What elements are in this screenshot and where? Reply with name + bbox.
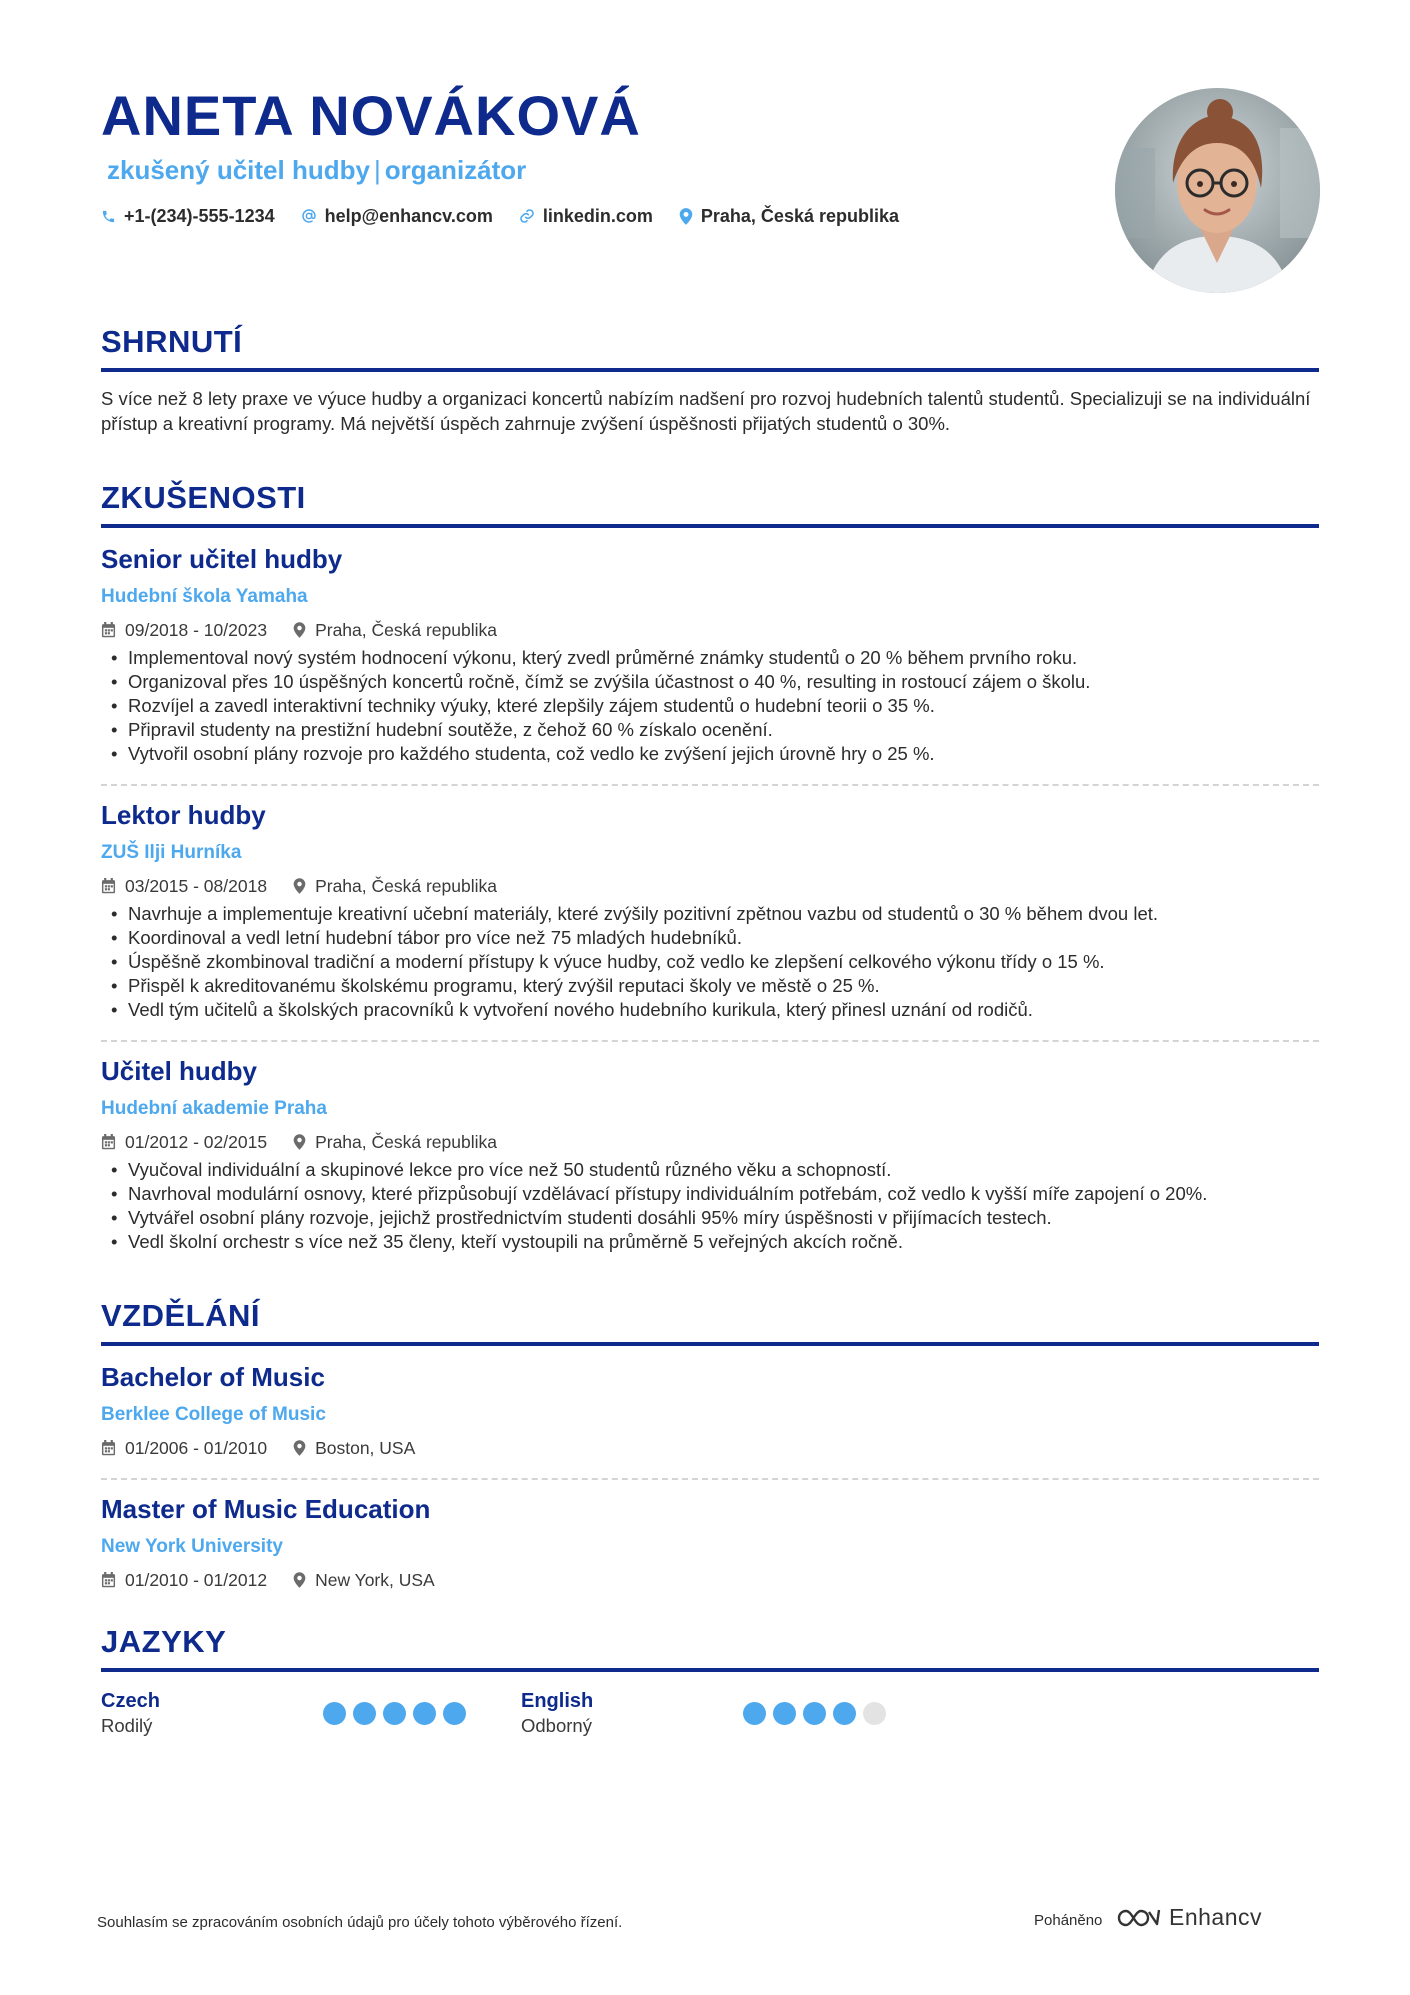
education-meta [101,1436,1319,1460]
powered-by-label: Poháněno [1034,1912,1103,1929]
bullet-item: • Vytvářel osobní plány rozvoje, jejichž prostřednictvím studenti dosáhli 95% míry úspěšnosti v přijímacích testech. [101,1206,1319,1230]
language-name: Czech [101,1690,160,1712]
enhancv-brand[interactable] [1115,1904,1262,1931]
section-divider [101,1668,1319,1672]
job-bullets [101,646,1319,766]
phone-text: +1-(234)-555-1234 [124,206,275,226]
tagline-role: organizátor [384,155,527,185]
dates-text: 03/2015 - 08/2018 [125,876,268,896]
calendar-icon [101,878,116,894]
calendar-icon [101,1572,116,1588]
experience-heading: ZKUŠENOSTI [101,480,306,515]
page-footer [97,1904,1319,1944]
summary-heading: SHRNUTÍ [101,324,243,359]
job-dates [101,618,267,642]
link-icon [519,208,535,224]
bullet-item: • Připravil studenty na prestižní hudební soutěže, z čehož 60 % získalo ocenění. [101,718,1319,742]
job-role: Senior učitel hudby [101,544,343,574]
rating-dot-filled [413,1702,436,1725]
phone-icon [101,209,116,224]
job-bullets [101,902,1319,1022]
bullet-item: • Vyučoval individuální a skupinové lekce pro více než 50 studentů různého věku a schopností. [101,1158,1319,1182]
job-location [293,618,497,642]
experience-section [101,478,1319,1254]
dates-text: 01/2012 - 02/2015 [125,1132,268,1152]
calendar-icon [101,1440,116,1456]
language-level: Odborný [521,1715,592,1736]
rating-dot-empty [863,1702,886,1725]
bullet-item: • Úspěšně zkombinoval tradiční a moderní přístupy k výuce hudby, což vedlo ke zlepšení celkového výkonu třídy o 15 %. [101,950,1319,974]
contact-bar [101,202,899,230]
email-text: help@enhancv.com [324,206,493,226]
candidate-name: ANETA NOVÁKOVÁ [101,84,641,147]
contact-linkedin[interactable] [519,202,653,230]
resume-header [101,0,1319,300]
location-pin-icon [679,208,693,225]
language-item [101,1688,521,1738]
bullet-item: • Navrhuje a implementuje kreativní učební materiály, které zvýšily pozitivní zpětnou vazbu od studentů o 30 % během dvou let. [101,902,1319,926]
job-role: Lektor hudby [101,800,266,830]
language-rating [743,1702,886,1738]
at-icon [301,208,317,224]
location-text: Praha, Česká republika [315,620,497,640]
location-pin-icon [293,622,306,638]
section-divider [101,524,1319,528]
language-level: Rodilý [101,1715,153,1736]
education-entry [101,1360,1319,1480]
education-section [101,1296,1319,1592]
tagline-separator: | [373,155,381,185]
entry-divider [101,1040,1319,1042]
school-name: Berklee College of Music [101,1404,326,1425]
portrait-image [1115,88,1320,293]
job-company: Hudební akademie Praha [101,1098,327,1119]
rating-dot-filled [773,1702,796,1725]
bullet-item: • Organizoval přes 10 úspěšných koncertů ročně, čímž se zvýšila účastnost o 40 %, resulting in rostoucí zájem o školu. [101,670,1319,694]
linkedin-text: linkedin.com [542,206,653,226]
languages-section [101,1622,1319,1738]
contact-phone[interactable] [101,202,275,230]
calendar-icon [101,1134,116,1150]
languages-heading: JAZYKY [101,1624,227,1659]
tagline-title: zkušený učitel hudby [107,155,370,185]
rating-dot-filled [833,1702,856,1725]
bullet-item: • Rozvíjel a zavedl interaktivní techniky výuky, které zlepšily zájem studentů o hudební teorii o 35 %. [101,694,1319,718]
languages-list [101,1688,1319,1738]
contact-location [679,202,899,230]
profile-photo [1115,88,1320,293]
education-location [293,1568,435,1592]
job-location [293,1130,497,1154]
enhancv-logo-icon [1115,1906,1161,1930]
bullet-item: • Vytvořil osobní plány rozvoje pro každého studenta, což vedlo ke zvýšení jejich úrovně hry o 25 %. [101,742,1319,766]
bullet-item: • Implementoval nový systém hodnocení výkonu, který zvedl průměrné známky studentů o 20 % během prvního roku. [101,646,1319,670]
job-meta [101,1130,1319,1154]
consent-text: Souhlasím se zpracováním osobních údajů pro účely tohoto výběrového řízení. [97,1914,623,1931]
language-rating [323,1702,466,1738]
rating-dot-filled [353,1702,376,1725]
location-pin-icon [293,878,306,894]
education-location [293,1436,415,1460]
education-meta [101,1568,1319,1592]
education-dates [101,1568,267,1592]
location-text: Praha, Česká republika [700,206,900,226]
education-dates [101,1436,267,1460]
summary-text: S více než 8 lety praxe ve výuce hudby a organizaci koncertů nabízím nadšení pro rozvoj hudebních talentů studentů. Specializuji se na individuální přístup a kreativní programy. Má největší úspěch zahrnuje zvýšení úspěšnosti přijatých studentů o 30%. [101,388,1311,434]
job-bullets [101,1158,1319,1254]
job-company: Hudební škola Yamaha [101,586,308,607]
dates-text: 01/2006 - 01/2010 [125,1438,268,1458]
job-meta [101,874,1319,898]
location-text: Boston, USA [315,1438,416,1458]
location-pin-icon [293,1572,306,1588]
language-name: English [521,1690,594,1712]
location-pin-icon [293,1134,306,1150]
bullet-item: • Navrhoval modulární osnovy, které přizpůsobují vzdělávací přístupy individuálním potřebám, což vedlo k vyšší míře zapojení o 20%. [101,1182,1319,1206]
dates-text: 01/2010 - 01/2012 [125,1570,268,1590]
job-entry [101,1054,1319,1254]
resume-page [101,0,1319,1736]
job-meta [101,618,1319,642]
job-dates [101,1130,267,1154]
calendar-icon [101,622,116,638]
location-text: Praha, Česká republika [315,1132,497,1152]
bullet-item: • Vedl tým učitelů a školských pracovníků k vytvoření nového hudebního kurikula, který přinesl uznání od rodičů. [101,998,1319,1022]
school-name: New York University [101,1536,283,1557]
education-heading: VZDĚLÁNÍ [101,1298,260,1333]
job-entry [101,542,1319,786]
contact-email[interactable] [301,202,493,230]
rating-dot-filled [803,1702,826,1725]
rating-dot-filled [743,1702,766,1725]
location-pin-icon [293,1440,306,1456]
summary-section [101,322,1319,436]
job-dates [101,874,267,898]
job-entry [101,798,1319,1042]
education-entry [101,1492,1319,1592]
entry-divider [101,1478,1319,1480]
job-company: ZUŠ Ilji Hurníka [101,842,242,863]
bullet-item: • Vedl školní orchestr s více než 35 členy, kteří vystoupili na průměrně 5 veřejných akcích ročně. [101,1230,1319,1254]
job-location [293,874,497,898]
location-text: Praha, Česká republika [315,876,497,896]
section-divider [101,1342,1319,1346]
degree-title: Bachelor of Music [101,1362,325,1392]
degree-title: Master of Music Education [101,1494,431,1524]
brand-name: Enhancv [1169,1904,1263,1930]
language-item [521,1688,941,1738]
bullet-item: • Koordinoval a vedl letní hudební tábor pro více než 75 mladých hudebníků. [101,926,1319,950]
entry-divider [101,784,1319,786]
candidate-tagline [107,150,526,190]
section-divider [101,368,1319,372]
dates-text: 09/2018 - 10/2023 [125,620,268,640]
location-text: New York, USA [315,1570,435,1590]
rating-dot-filled [443,1702,466,1725]
rating-dot-filled [323,1702,346,1725]
bullet-item: • Přispěl k akreditovanému školskému programu, který zvýšil reputaci školy ve městě o 25 %. [101,974,1319,998]
rating-dot-filled [383,1702,406,1725]
job-role: Učitel hudby [101,1056,258,1086]
